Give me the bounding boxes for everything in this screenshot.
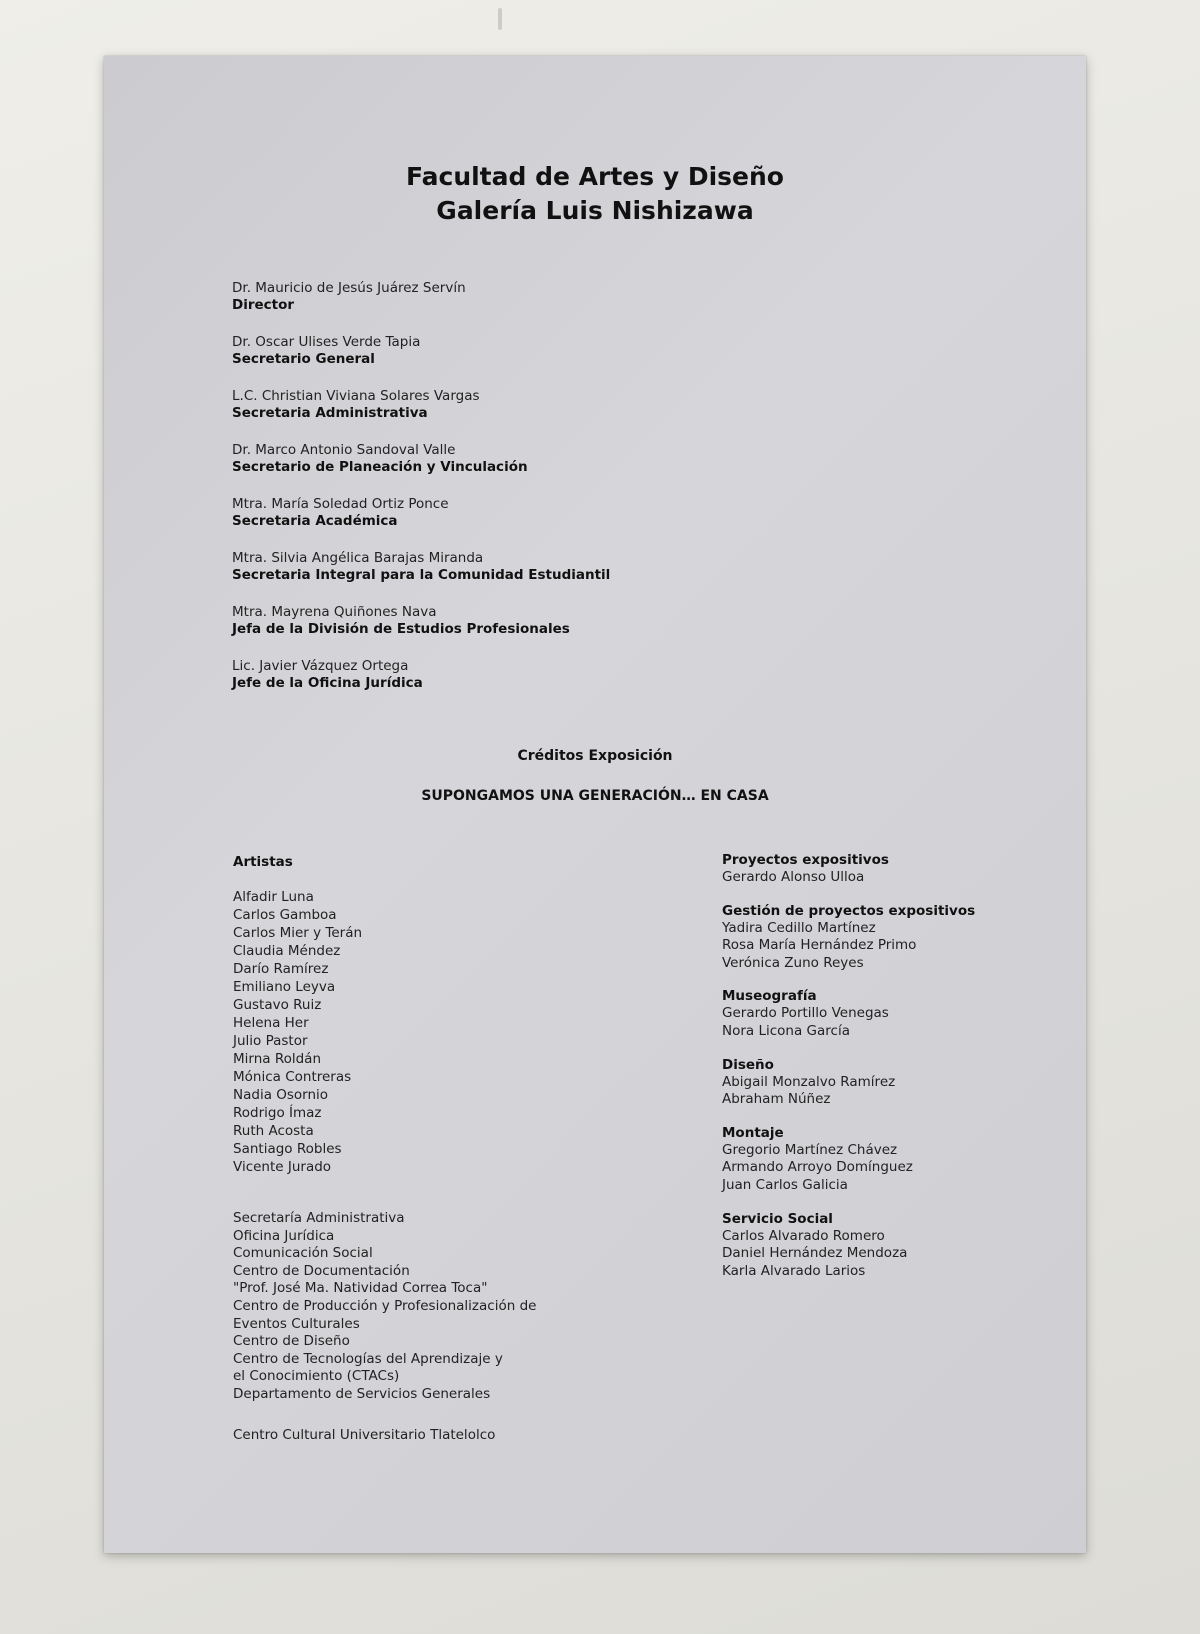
credit-name: Yadira Cedillo Martínez <box>722 919 876 936</box>
institution-line: Eventos Culturales <box>233 1315 360 1332</box>
credit-name: Rosa María Hernández Primo <box>722 937 917 954</box>
credit-group-title: Diseño <box>722 1056 774 1073</box>
staff-name: Mtra. Mayrena Quiñones Nava <box>232 604 437 620</box>
staff-role: Secretaria Administrativa <box>232 405 428 421</box>
staff-entry <box>232 442 792 496</box>
credit-name: Carlos Alvarado Romero <box>722 1227 885 1244</box>
exhibition-title: SUPONGAMOS UNA GENERACIÓN… EN CASA <box>421 788 769 804</box>
credit-group-museografia <box>722 988 1052 1040</box>
credit-name: Gerardo Portillo Venegas <box>722 1005 889 1022</box>
staff-name: Mtra. Silvia Angélica Barajas Miranda <box>232 550 484 566</box>
staff-name: Dr. Oscar Ulises Verde Tapia <box>232 334 421 350</box>
artist-name: Darío Ramírez <box>233 961 329 977</box>
staff-entry <box>232 496 792 550</box>
wall-mark <box>498 8 502 30</box>
institution-line: Departamento de Servicios Generales <box>233 1385 491 1402</box>
artist-name: Alfadir Luna <box>233 889 314 905</box>
institution-line: Centro de Tecnologías del Aprendizaje y <box>233 1350 503 1367</box>
institutions-list <box>233 1210 653 1404</box>
credit-group-title: Museografía <box>722 988 817 1005</box>
artist-name: Carlos Mier y Terán <box>233 925 363 941</box>
institution-line: Centro de Diseño <box>233 1333 350 1350</box>
staff-list <box>232 280 792 712</box>
artist-name: Santiago Robles <box>233 1141 342 1157</box>
institution-line: "Prof. José Ma. Natividad Correa Toca" <box>233 1280 488 1297</box>
artist-name: Vicente Jurado <box>233 1159 332 1175</box>
staff-role: Jefa de la División de Estudios Profesionales <box>232 621 570 637</box>
staff-name: Dr. Marco Antonio Sandoval Valle <box>232 442 456 458</box>
panel-header <box>104 160 1086 228</box>
institution-line: Comunicación Social <box>233 1245 373 1262</box>
gallery-title: Galería Luis Nishizawa <box>436 196 754 225</box>
staff-name: Mtra. María Soledad Ortiz Ponce <box>232 496 449 512</box>
staff-entry <box>232 604 792 658</box>
institution-line: Centro de Producción y Profesionalización de <box>233 1297 537 1314</box>
staff-entry <box>232 658 792 712</box>
credit-name: Gregorio Martínez Chávez <box>722 1141 898 1158</box>
credit-name: Karla Alvarado Larios <box>722 1262 866 1279</box>
institution-line: Oficina Jurídica <box>233 1227 335 1244</box>
staff-name: Lic. Javier Vázquez Ortega <box>232 658 409 674</box>
credits-column <box>722 852 1052 1296</box>
staff-entry <box>232 550 792 604</box>
artist-name: Ruth Acosta <box>233 1123 314 1139</box>
staff-role: Jefe de la Oficina Jurídica <box>232 675 423 691</box>
staff-role: Director <box>232 297 295 313</box>
artist-name: Nadia Osornio <box>233 1087 329 1103</box>
institution-line: el Conocimiento (CTACs) <box>233 1368 400 1385</box>
credit-name: Juan Carlos Galicia <box>722 1176 848 1193</box>
credit-group-title: Servicio Social <box>722 1210 833 1227</box>
faculty-title: Facultad de Artes y Diseño <box>406 162 784 191</box>
credit-name: Daniel Hernández Mendoza <box>722 1245 908 1262</box>
centro-cultural-line: Centro Cultural Universitario Tlatelolco <box>233 1427 496 1443</box>
artist-name: Rodrigo Ímaz <box>233 1105 322 1121</box>
credit-group-title: Proyectos expositivos <box>722 852 889 868</box>
credit-group-servicio-social <box>722 1211 1052 1281</box>
artist-name: Emiliano Leyva <box>233 979 336 995</box>
credit-group-proyectos <box>722 852 1052 887</box>
credit-name: Verónica Zuno Reyes <box>722 954 864 971</box>
staff-name: Dr. Mauricio de Jesús Juárez Servín <box>232 280 466 296</box>
artist-name: Helena Her <box>233 1015 309 1031</box>
staff-role: Secretaria Académica <box>232 513 398 529</box>
credit-group-gestion <box>722 903 1052 973</box>
credit-name: Armando Arroyo Domínguez <box>722 1159 913 1176</box>
credit-name: Nora Licona García <box>722 1022 850 1039</box>
staff-entry <box>232 334 792 388</box>
artist-name: Gustavo Ruiz <box>233 997 322 1013</box>
artists-heading: Artistas <box>233 854 293 870</box>
staff-role: Secretaria Integral para la Comunidad Estudiantil <box>232 567 611 583</box>
credit-group-title: Montaje <box>722 1124 784 1141</box>
credit-name: Abigail Monzalvo Ramírez <box>722 1073 896 1090</box>
credit-group-title: Gestión de proyectos expositivos <box>722 902 976 919</box>
artist-name: Mirna Roldán <box>233 1051 322 1067</box>
artist-name: Julio Pastor <box>233 1033 308 1049</box>
credit-name: Abraham Núñez <box>722 1091 831 1108</box>
credits-panel <box>104 56 1086 1553</box>
artist-name: Mónica Contreras <box>233 1069 352 1085</box>
credit-group-diseno <box>722 1057 1052 1109</box>
institution-line: Secretaría Administrativa <box>233 1210 405 1226</box>
staff-role: Secretario General <box>232 351 375 367</box>
credit-group-montaje <box>722 1125 1052 1195</box>
staff-name: L.C. Christian Viviana Solares Vargas <box>232 388 480 404</box>
credit-name: Gerardo Alonso Ulloa <box>722 869 865 885</box>
artist-name: Carlos Gamboa <box>233 907 337 923</box>
credits-heading: Créditos Exposición <box>517 748 673 764</box>
staff-entry <box>232 388 792 442</box>
artist-name: Claudia Méndez <box>233 943 341 959</box>
staff-entry <box>232 280 792 334</box>
institution-line: Centro de Documentación <box>233 1262 410 1279</box>
staff-role: Secretario de Planeación y Vinculación <box>232 459 528 475</box>
artists-section <box>233 854 593 1176</box>
